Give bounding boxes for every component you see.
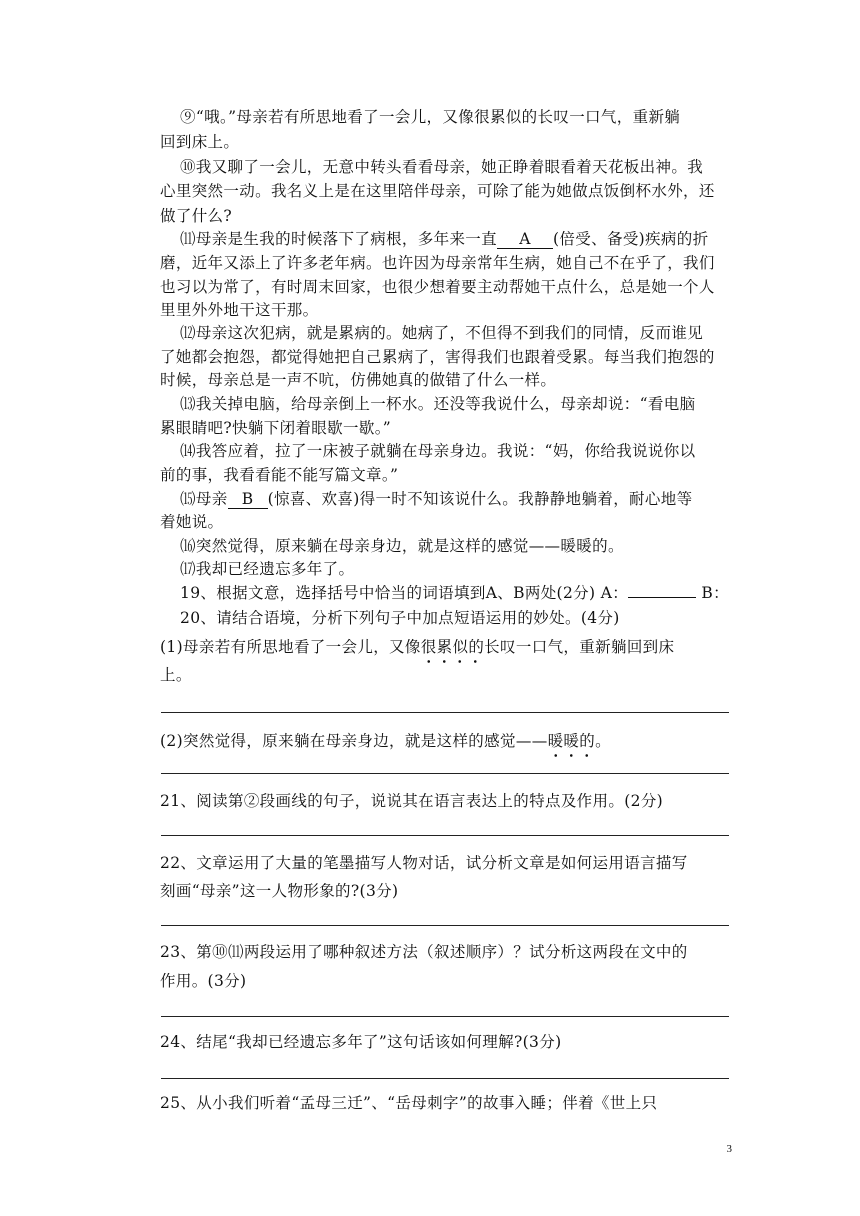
question-21: 21、阅读第②段画线的句子，说说其在语言表达上的特点及作用。(2分) <box>160 792 664 810</box>
answer-line[interactable] <box>161 1016 729 1017</box>
passage-line: 里里外外地干这干那。 <box>160 301 319 319</box>
blank-b: B <box>228 490 268 509</box>
question-text: 长叹一口气，重新躺回到床 <box>484 638 675 656</box>
question-23: 23、第⑩⑾两段运用了哪种叙述方法（叙述顺序）？试分析这两段在文中的 <box>160 943 688 961</box>
passage-line: ⑿母亲这次犯病，就是累病的。她病了，不但得不到我们的同情，反而谁见 <box>180 324 704 342</box>
dotted-phrase: 暖暖的 <box>547 732 596 750</box>
passage-line: 了她都会抱怨，都觉得她把自己累病了，害得我们也跟着受累。每当我们抱怨的 <box>160 348 715 366</box>
question-20-1 <box>160 637 674 657</box>
passage-line <box>180 489 692 509</box>
passage-line: 前的事，我看看能不能写篇文章。” <box>160 466 399 484</box>
question-24: 24、结尾“我却已经遗忘多年了”这句话该如何理解?(3分) <box>160 1033 562 1051</box>
passage-line: 心里突然一动。我名义上是在这里陪伴母亲，可除了能为她做点饭倒杯水外，还 <box>160 182 715 200</box>
question-25: 25、从小我们听着“孟母三迁”、“岳母刺字”的故事入睡；伴着《世上只 <box>160 1094 658 1112</box>
passage-line: 做了什么? <box>160 207 233 225</box>
passage-line: ⒃突然觉得，原来躺在母亲身边，就是这样的感觉——暖暖的。 <box>180 537 624 555</box>
passage-line: ⒀我关掉电脑，给母亲倒上一杯水。还没等我说什么，母亲却说：“看电脑 <box>180 395 696 413</box>
passage-line: 累眼睛吧?快躺下闭着眼歇一歇。” <box>160 419 392 437</box>
passage-line: 着她说。 <box>160 513 224 531</box>
dotted-phrase: 很累似的 <box>420 638 485 656</box>
passage-line: ⑩我又聊了一会儿，无意中转头看看母亲，她正睁着眼看着天花板出神。我 <box>180 158 704 176</box>
passage-line: 时候，母亲总是一声不吭，仿佛她真的做错了什么一样。 <box>160 371 557 389</box>
question-22: 22、文章运用了大量的笔墨描写人物对话，试分析文章是如何运用语言描写 <box>160 854 688 872</box>
question-text: 19、根据文意，选择括号中恰当的词语填到A、B两处(2分) A： <box>180 584 629 602</box>
question-20-1-line2: 上。 <box>160 666 192 684</box>
passage-line: ⒁我答应着，拉了一床被子就躺在母亲身边。我说：“妈，你给我说说你以 <box>180 442 696 460</box>
question-20: 20、请结合语境，分析下列句子中加点短语运用的妙处。(4分) <box>180 609 620 627</box>
passage-line: ⑨“哦。”母亲若有所思地看了一会儿，又像很累似的长叹一口气，重新躺 <box>180 108 681 126</box>
passage-text: ⑾母亲是生我的时候落下了病根，多年来一直 <box>180 230 498 248</box>
passage-text: ⒂母亲 <box>180 490 228 508</box>
blank-a: A <box>497 230 553 249</box>
question-text: B： <box>696 584 729 602</box>
passage-line: 回到床上。 <box>160 133 240 151</box>
question-text: (1)母亲若有所思地看了一会儿，又像 <box>160 638 421 656</box>
passage-line: 磨，近年又添上了许多老年病。也许因为母亲常年生病，她自己不在乎了，我们 <box>160 254 715 272</box>
question-20-2 <box>160 731 611 751</box>
answer-line[interactable] <box>161 925 729 926</box>
answer-line[interactable] <box>161 1078 729 1079</box>
passage-line <box>180 229 708 249</box>
question-19 <box>180 583 729 603</box>
passage-text: (倍受、备受)疾病的折 <box>553 230 709 248</box>
question-22-line2: 刻画“母亲”这一人物形象的?(3分) <box>160 882 399 900</box>
question-23-line2: 作用。(3分) <box>160 972 247 990</box>
answer-line[interactable] <box>161 712 729 713</box>
passage-line: 也习以为常了，有时周末回家，也很少想着要主动帮她干点什么，总是她一个人 <box>160 278 715 296</box>
passage-line: ⒄我却已经遗忘多年了。 <box>180 560 355 578</box>
answer-line[interactable] <box>161 773 729 774</box>
page-number: 3 <box>726 1143 732 1155</box>
answer-blank-a[interactable] <box>628 597 696 598</box>
question-text: 。 <box>595 732 611 750</box>
passage-text: (惊喜、欢喜)得一时不知该说什么。我静静地躺着，耐心地等 <box>267 490 693 508</box>
question-text: (2)突然觉得，原来躺在母亲身边，就是这样的感觉—— <box>160 732 548 750</box>
answer-line[interactable] <box>161 835 729 836</box>
